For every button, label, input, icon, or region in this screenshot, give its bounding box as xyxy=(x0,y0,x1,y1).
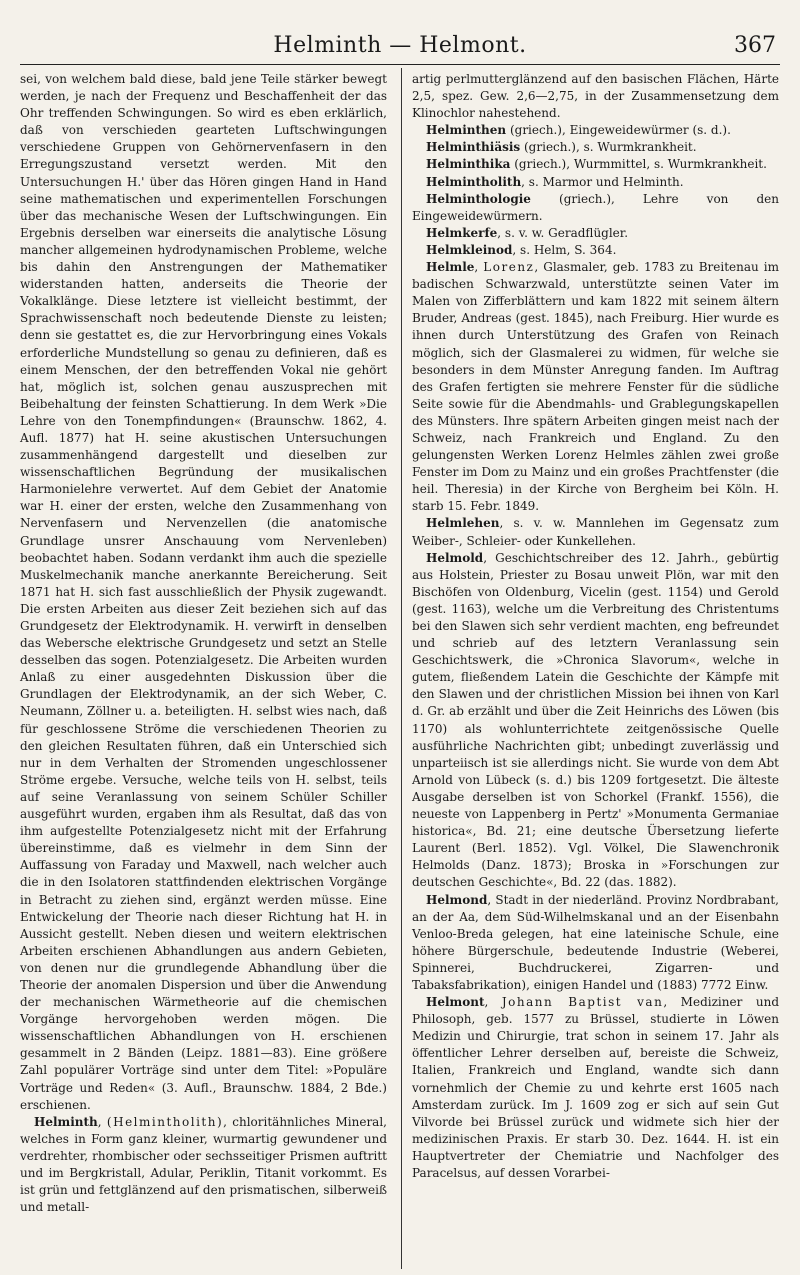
dictionary-entry xyxy=(412,550,779,892)
dictionary-entry xyxy=(412,191,779,225)
dictionary-entry xyxy=(412,139,779,156)
entry-text: (griech.), Wurmmittel, s. Wurmkrankheit. xyxy=(510,157,767,172)
entry-text: (griech.), s. Wurmkrankheit. xyxy=(520,140,697,155)
dictionary-entry xyxy=(412,174,779,191)
entry-text: artig perlmutterglänzend auf den basischen Flächen, Härte 2,5, spez. Gew. 2,6—2,75, in der Zusammensetzung dem Klinochlor nahestehend. xyxy=(412,72,779,121)
entry-continuation xyxy=(412,71,779,122)
dictionary-entry xyxy=(412,515,779,549)
entry-text: , s. Marmor und Helminth. xyxy=(521,174,684,189)
entry-text: , Glasmaler, geb. 1783 zu Breitenau im badischen Schwarzwald, unterstützte seinen Vater im Malen von Zifferblättern und kam 1822 mit seinem ältern Bruder, Andreas (gest. 1845), nach Freiburg. Hier wurde es ihnen durch Unterstützung des Grafen von Reinach möglich, sich der Glasmalerei zu widmen, für welche sie besonders in dem Münster Anregung fanden. Im Auftrag des Grafen fertigten sie mehrere Fenster für die südliche Seite sowie für die Abendmahls- und Grablegungskapellen des Münsters. Ihre spätern Arbeiten gingen meist nach der Schweiz, nach Frankreich und England. Zu den gelungensten Werken Lorenz Helmles zählen zwei große Fenster im Dom zu Mainz und ein großes Prachtfenster (die heil. Theresia) in der Kirche von Bergheim bei Köln. H. starb 15. Febr. 1849. xyxy=(412,260,779,514)
dictionary-entry xyxy=(412,892,779,995)
entry-subname: Lorenz xyxy=(483,260,535,275)
page-header xyxy=(20,28,780,62)
entry-headword: Helmold xyxy=(426,550,484,565)
entry-text: , chloritähnliches Mineral, welches in Form ganz kleiner, wurmartig gewundener und verdrehter, rhombischer oder sechsseitiger Prismen auftritt und im Bergkristall, Adular, Periklin, Titanit vorkommt. Es ist grün und fettglänzend auf den prismatischen, silberweiß und metall- xyxy=(20,1114,387,1215)
entry-text: (griech.), Eingeweidewürmer (s. d.). xyxy=(506,123,731,138)
entry-text: , s. Helm, S. 364. xyxy=(512,242,617,257)
entry-text: , s. v. w. Mannlehen im Gegensatz zum Weiber-, Schleier- oder Kunkellehen. xyxy=(412,516,779,548)
entry-headword: Helminthologie xyxy=(426,191,531,206)
entry-text: sei, von welchem bald diese, bald jene Teile stärker bewegt werden, je nach der Frequenz und Beschaffenheit der das Ohr treffenden Schwingungen. So wird es eben erklärlich, daß von verschieden gearteten Luftschwingungen verschiedene Gruppen von Gehörnervenfasern in den Erregungszustand versetzt werden. Mit den Untersuchungen H.' über das Hören gingen Hand in Hand seine mathematischen und experimentellen Forschungen über das mechanische Wesen der Luftschwingungen. Ein Ergebnis derselben war einerseits die analytische Lösung mancher allgemeinen hydrodynamischen Probleme, welche bis dahin den Anstrengungen der Mathematiker widerstanden hatten, anderseits die Theorie der Vokalklänge. Diese letztere ist vielleicht bestimmt, der Sprachwissenschaft noch bedeutende Dienste zu leisten; denn sie gestattet es, die zur Hervorbringung eines Vokals erforderliche Mundstellung so genau zu definieren, daß es einem Menschen, der den betreffenden Vokal nie gehört hat, möglich ist, solchen genau auszusprechen mit Beibehaltung der feinsten Schattierung. In dem Werk »Die Lehre von den Tonempfindungen« (Braunschw. 1862, 4. Aufl. 1877) hat H. seine akustischen Untersuchungen zusammenhängend dargestellt und dieselben zur wissenschaftlichen Begründung der musikalischen Harmonielehre verwertet. Auf dem Gebiet der Anatomie war H. einer der ersten, welche den Zusammenhang von Nervenfasern und Nervenzellen (die anatomische Grundlage unsrer Anschauung vom Nervenleben) beobachtet haben. Sodann verdankt ihm auch die spezielle Muskelmechanik manche anerkannte Bereicherung. Seit 1871 hat H. sich fast ausschließlich der Physik zugewandt. Die ersten Arbeiten aus dieser Zeit beziehen sich auf das Grundgesetz der Elektrodynamik. H. verwirft in denselben das Webersche elektrische Grundgesetz und setzt an Stelle desselben das sogen. Potenzialgesetz. Die Arbeiten wurden Anlaß zu einer ausgedehnten Diskussion über die Grundlagen der Elektrodynamik, an der sich Weber, C. Neumann, Zöllner u. a. beteiligten. H. selbst wies nach, daß für geschlossene Ströme die verschiedenen Theorien zu den gleichen Resultaten führen, daß ein Unterschied sich nur in dem Verhalten der Stromenden ungeschlossener Ströme ergebe. Versuche, welche teils von H. selbst, teils auf seine Veranlassung von seinem Schüler Schiller ausgeführt wurden, ergaben ihm als Resultat, daß das von ihm aufgestellte Potenzialgesetz nicht mit der Erfahrung übereinstimme, daß es vielmehr in dem Sinn der Auffassung von Faraday und Maxwell, nach welcher auch die in den Isolatoren stattfindenden elektrischen Vorgänge in Betracht zu ziehen sind, ergänzt werden müsse. Eine Entwickelung der Theorie nach dieser Richtung hat H. in Aussicht gestellt. Neben diesen und weitern elektrischen Arbeiten erschienen Abhandlungen aus andern Gebieten, von denen nur die grundlegende Abhandlung über die Theorie der anomalen Dispersion und über die Anwendung der mechanischen Wärmetheorie auf die chemischen Vorgänge hervorgehoben werden mögen. Die wissenschaftlichen Abhandlungen von H. erschienen gesammelt in 2 Bänden (Leipz. 1881—83). Eine größere Zahl populärer Vorträge sind unter dem Titel: »Populäre Vorträge und Reden« (3. Aufl., Braunschw. 1884, 2 Bde.) erschienen. xyxy=(20,72,387,1112)
header-rule xyxy=(20,64,780,65)
entry-headword: Helmlehen xyxy=(426,516,500,531)
entry-headword: Helmkleinod xyxy=(426,242,513,257)
dictionary-entry xyxy=(412,122,779,139)
entry-text: , Geschichtschreiber des 12. Jahrh., gebürtig aus Holstein, Priester zu Bosau unweit Plön, war mit den Bischöfen von Oldenburg, Vicelin (gest. 1154) und Gerold (gest. 1163), welche um die Verbreitung des Christentums bei den Slawen sich sehr verdient machten, eng befreundet und schrieb auf des letztern Veranlassung sein Geschichtswerk, die »Chronica Slavorum«, welche in gutem, fließendem Latein die Geschichte der Kämpfe mit den Slawen und der christlichen Mission bei ihnen von Karl d. Gr. ab erzählt und über die Zeit Heinrichs des Löwen (bis 1170) als wohlunterrichtete zeitgenössische Quelle ausführliche Nachrichten gibt; unbedingt zuverlässig und unparteiisch ist sie allerdings nicht. Sie wurde von dem Abt Arnold von Lübeck (s. d.) bis 1209 fortgesetzt. Die älteste Ausgabe derselben ist von Schorkel (Frankf. 1556), die neueste von Lappenberg in Pertz' »Monumenta Germaniae historica«, Bd. 21; eine deutsche Übersetzung lieferte Laurent (Berl. 1852). Vgl. Völkel, Die Slawenchronik Helmolds (Danz. 1873); Broska in »Forschungen zur deutschen Geschichte«, Bd. 22 (das. 1882). xyxy=(412,550,779,890)
page-number: 367 xyxy=(734,32,776,58)
entry-text: (griech.), Lehre von den Eingeweidewürmern. xyxy=(412,191,779,223)
entry-text: , Mediziner und Philosoph, geb. 1577 zu Brüssel, studierte in Löwen Medizin und Chirurgie, trat schon in seinem 17. Jahr als öffentlicher Lehrer derselben auf, bereiste die Schweiz, Italien, Frankreich und England, wandte sich dann vornehmlich der Chemie zu und kehrte erst 1605 nach Amsterdam zurück. Im J. 1609 zog er sich auf sein Gut Vilvorde bei Brüssel zurück und widmete sich hier der medizinischen Praxis. Er starb 30. Dez. 1644. H. ist ein Hauptvertreter der Chemiatrie und Nachfolger des Paracelsus, auf dessen Vorarbei- xyxy=(412,995,779,1180)
entry-headword: Helminthen xyxy=(426,123,507,138)
entry-headword: Helminth xyxy=(34,1114,98,1129)
column-divider xyxy=(401,68,402,1269)
dictionary-entry: Helmle, Lorenz, Glasmaler, geb. 1783 zu Breitenau im badischen Schwarzwald, unterstützte seinen Vater im Malen von Zifferblättern und kam 1822 mit seinem ältern Bruder, Andreas (gest. 1845), nach Freiburg. Hier wurde es ihnen durch Unterstützung des Grafen von Reinach möglich, sich der Glasmalerei zu widmen, für welche sie besonders in dem Münster Anregung fanden. Im Auftrag des Grafen fertigten sie mehrere Fenster für die südliche Seite sowie für die Abendmahls- und Grablegungskapellen des Münsters. Ihre spätern Arbeiten gingen meist nach der Schweiz, nach Frankreich und England. Zu den gelungensten Werken Lorenz Helmles zählen zwei große Fenster im Dom zu Mainz und ein großes Prachtfenster (die heil. Theresia) in der Kirche von Bergheim bei Köln. H. starb 15. Febr. 1849. xyxy=(412,260,779,514)
dictionary-entry xyxy=(412,156,779,173)
entry-headword: Helmintholith xyxy=(426,174,522,189)
entry-headword: Helmle xyxy=(426,260,475,275)
entry-headword: Helmkerfe xyxy=(426,225,498,240)
entry-text: , s. v. w. Geradflügler. xyxy=(497,225,629,240)
entry-text: , Stadt in der niederländ. Provinz Nordbrabant, an der Aa, dem Süd-Wilhelmskanal und an der Eisenbahn Venloo-Breda gelegen, hat eine lateinische Schule, eine höhere Bürgerschule, bedeutende Industrie (Weberei, Spinnerei, Buchdruckerei, Zigarren- und Tabaksfabrikation), einigen Handel und (1883) 7772 Einw. xyxy=(412,892,779,992)
left-column xyxy=(20,71,387,1216)
dictionary-entry: Helminth, (Helmintholith), chloritähnliches Mineral, welches in Form ganz kleiner, wurmartig gewundener und verdrehter, rhombischer oder sechsseitiger Prismen auftritt und im Bergkristall, Adular, Periklin, Titanit vorkommt. Es ist grün und fettglänzend auf den prismatischen, silberweiß und metall- xyxy=(20,1114,387,1215)
entry-subname: (Helmintholith) xyxy=(106,1114,224,1129)
dictionary-entry xyxy=(412,242,779,259)
entry-subname: Johann Baptist van xyxy=(501,995,664,1010)
entry-headword: Helmont xyxy=(426,995,485,1010)
right-column xyxy=(412,71,779,1182)
running-title: Helminth — Helmont. xyxy=(273,32,527,58)
entry-headword: Helminthiäsis xyxy=(426,140,521,155)
entry-headword: Helminthika xyxy=(426,157,511,172)
dictionary-entry xyxy=(412,225,779,242)
dictionary-entry: Helmont, Johann Baptist van, Mediziner und Philosoph, geb. 1577 zu Brüssel, studierte in Löwen Medizin und Chirurgie, trat schon in seinem 17. Jahr als öffentlicher Lehrer derselben auf, bereiste die Schweiz, Italien, Frankreich und England, wandte sich dann vornehmlich der Chemie zu und kehrte erst 1605 nach Amsterdam zurück. Im J. 1609 zog er sich auf sein Gut Vilvorde bei Brüssel zurück und widmete sich hier der medizinischen Praxis. Er starb 30. Dez. 1644. H. ist ein Hauptvertreter der Chemiatrie und Nachfolger des Paracelsus, auf dessen Vorarbei- xyxy=(412,995,779,1180)
entry-continuation xyxy=(20,71,387,1114)
entry-headword: Helmond xyxy=(426,892,488,907)
